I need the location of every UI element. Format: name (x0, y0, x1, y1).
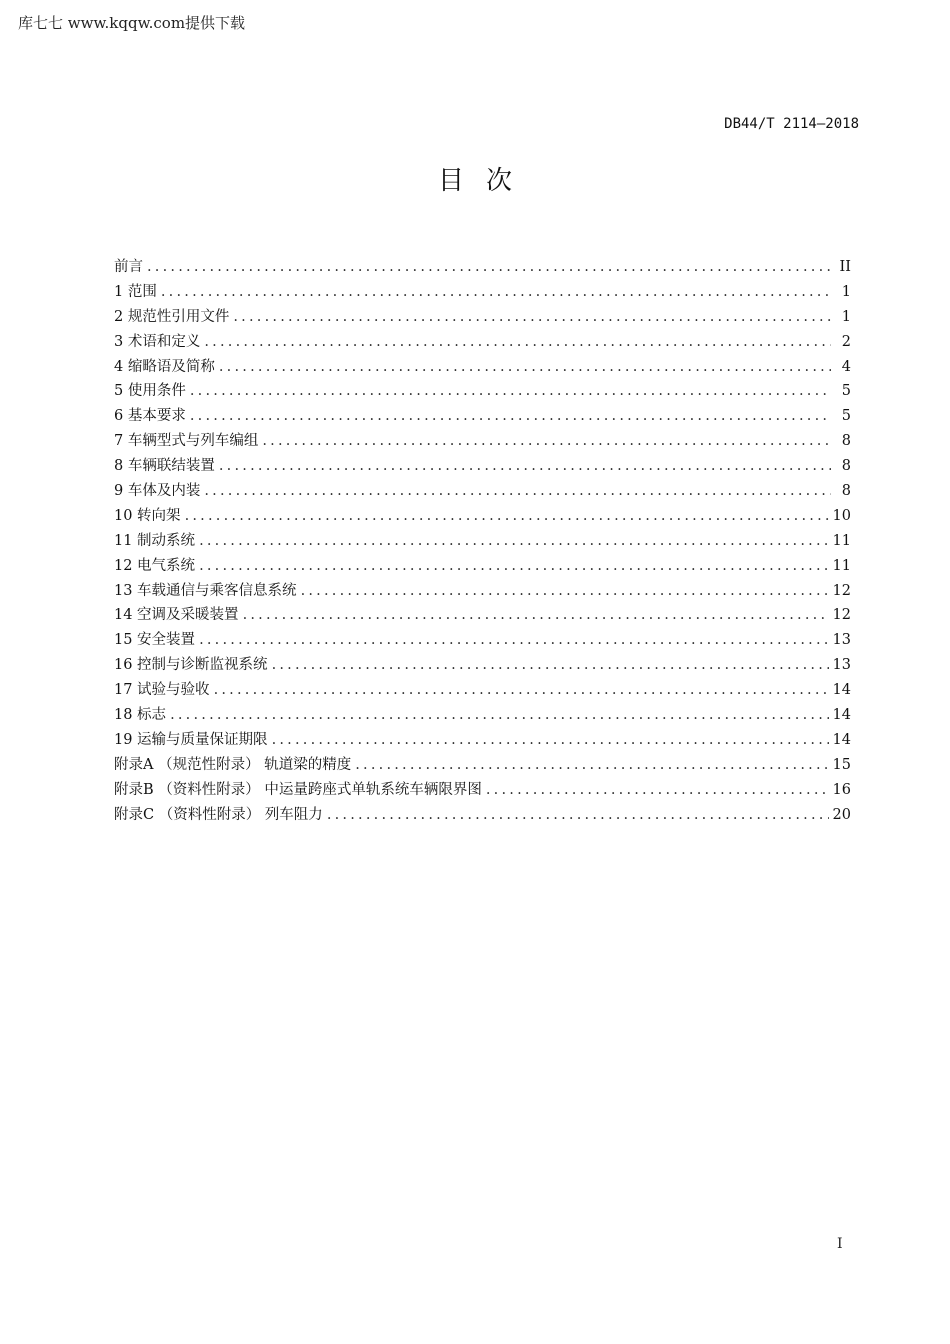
toc-leader-dots (185, 508, 829, 524)
toc-entry-label: 附录A （规范性附录） 轨道梁的精度 (114, 756, 352, 773)
toc-entry-label: 14 空调及采暖装置 (114, 607, 239, 624)
toc-entry-label: 12 电气系统 (114, 557, 196, 574)
toc-entry-4[interactable] (114, 355, 851, 380)
toc-entry-label: 11 制动系统 (114, 532, 196, 549)
toc-leader-dots (486, 782, 829, 798)
toc-leader-dots (219, 458, 831, 474)
toc-entry-page: 5 (841, 383, 851, 400)
toc-entry-label: 18 标志 (114, 707, 167, 724)
toc-entry-1[interactable] (114, 280, 851, 305)
toc-entry-7[interactable] (114, 429, 851, 454)
toc-leader-dots (190, 383, 831, 399)
toc-entry-page: 5 (841, 408, 851, 425)
table-of-contents (114, 255, 851, 827)
toc-entry-appendix-a[interactable] (114, 753, 851, 778)
toc-leader-dots (170, 707, 828, 723)
toc-entry-label: 5 使用条件 (114, 383, 186, 400)
toc-entry-appendix-b[interactable] (114, 778, 851, 803)
toc-entry-page: II (839, 259, 851, 275)
toc-entry-page: 8 (841, 433, 851, 450)
watermark-text: 库七七 www.kqqw.com提供下载 (18, 14, 246, 32)
toc-leader-dots (199, 558, 828, 574)
toc-entry-page: 14 (832, 731, 851, 748)
toc-entry-11[interactable] (114, 529, 851, 554)
toc-entry-15[interactable] (114, 628, 851, 653)
toc-entry-label: 8 车辆联结装置 (114, 458, 215, 475)
toc-leader-dots (272, 732, 829, 748)
toc-entry-page: 11 (832, 557, 851, 574)
toc-entry-16[interactable] (114, 653, 851, 678)
toc-leader-dots (355, 757, 828, 773)
toc-leader-dots (147, 259, 831, 275)
page-number: I (837, 1236, 843, 1252)
toc-leader-dots (204, 483, 831, 499)
toc-entry-3[interactable] (114, 330, 851, 355)
page-title: 目次 (437, 166, 534, 196)
toc-entry-17[interactable] (114, 678, 851, 703)
toc-entry-page: 14 (832, 682, 851, 699)
toc-entry-page: 10 (832, 507, 851, 524)
toc-entry-label: 6 基本要求 (114, 408, 186, 425)
toc-entry-label: 1 范围 (114, 283, 157, 300)
toc-leader-dots (272, 657, 829, 673)
toc-entry-label: 附录C （资料性附录） 列车阻力 (114, 806, 323, 823)
toc-leader-dots (233, 309, 831, 325)
toc-leader-dots (199, 533, 828, 549)
toc-leader-dots (301, 583, 829, 599)
toc-entry-6[interactable] (114, 404, 851, 429)
document-code: DB44/T 2114—2018 (724, 116, 859, 132)
toc-entry-13[interactable] (114, 579, 851, 604)
toc-entry-19[interactable] (114, 728, 851, 753)
toc-entry-8[interactable] (114, 454, 851, 479)
toc-entry-label: 16 控制与诊断监视系统 (114, 657, 268, 674)
toc-entry-page: 8 (841, 483, 851, 500)
toc-entry-page: 13 (832, 632, 851, 649)
toc-entry-page: 13 (832, 657, 851, 674)
toc-entry-label: 7 车辆型式与列车编组 (114, 433, 259, 450)
toc-entry-page: 1 (841, 308, 851, 325)
toc-entry-label: 2 规范性引用文件 (114, 308, 230, 325)
toc-entry-label: 10 转向架 (114, 507, 181, 524)
toc-entry-9[interactable] (114, 479, 851, 504)
toc-leader-dots (243, 607, 829, 623)
toc-entry-label: 17 试验与验收 (114, 682, 210, 699)
toc-entry-foreword[interactable] (114, 255, 851, 280)
toc-entry-page: 12 (832, 582, 851, 599)
toc-entry-page: 12 (832, 607, 851, 624)
toc-entry-label: 3 术语和定义 (114, 333, 201, 350)
toc-entry-label: 附录B （资料性附录） 中运量跨座式单轨系统车辆限界图 (114, 781, 482, 798)
toc-entry-page: 2 (841, 333, 851, 350)
toc-entry-2[interactable] (114, 305, 851, 330)
toc-entry-label: 15 安全装置 (114, 632, 196, 649)
toc-entry-page: 11 (832, 532, 851, 549)
toc-entry-page: 1 (841, 283, 851, 300)
toc-entry-label: 19 运输与质量保证期限 (114, 731, 268, 748)
toc-leader-dots (199, 632, 828, 648)
toc-leader-dots (214, 682, 829, 698)
toc-leader-dots (262, 433, 831, 449)
toc-entry-page: 4 (841, 358, 851, 375)
toc-entry-5[interactable] (114, 379, 851, 404)
toc-entry-label: 13 车载通信与乘客信息系统 (114, 582, 297, 599)
toc-entry-page: 16 (832, 781, 851, 798)
toc-entry-label: 4 缩略语及简称 (114, 358, 215, 375)
toc-entry-appendix-c[interactable] (114, 803, 851, 828)
toc-entry-10[interactable] (114, 504, 851, 529)
toc-entry-label: 9 车体及内装 (114, 483, 201, 500)
toc-leader-dots (219, 359, 831, 375)
toc-entry-page: 15 (832, 756, 851, 773)
toc-leader-dots (161, 284, 831, 300)
toc-leader-dots (190, 408, 831, 424)
toc-entry-18[interactable] (114, 703, 851, 728)
toc-entry-page: 20 (832, 806, 851, 823)
toc-leader-dots (204, 334, 831, 350)
toc-leader-dots (327, 807, 829, 823)
toc-entry-14[interactable] (114, 603, 851, 628)
toc-entry-page: 14 (832, 707, 851, 724)
toc-entry-label: 前言 (114, 259, 143, 275)
toc-entry-12[interactable] (114, 554, 851, 579)
toc-entry-page: 8 (841, 458, 851, 475)
